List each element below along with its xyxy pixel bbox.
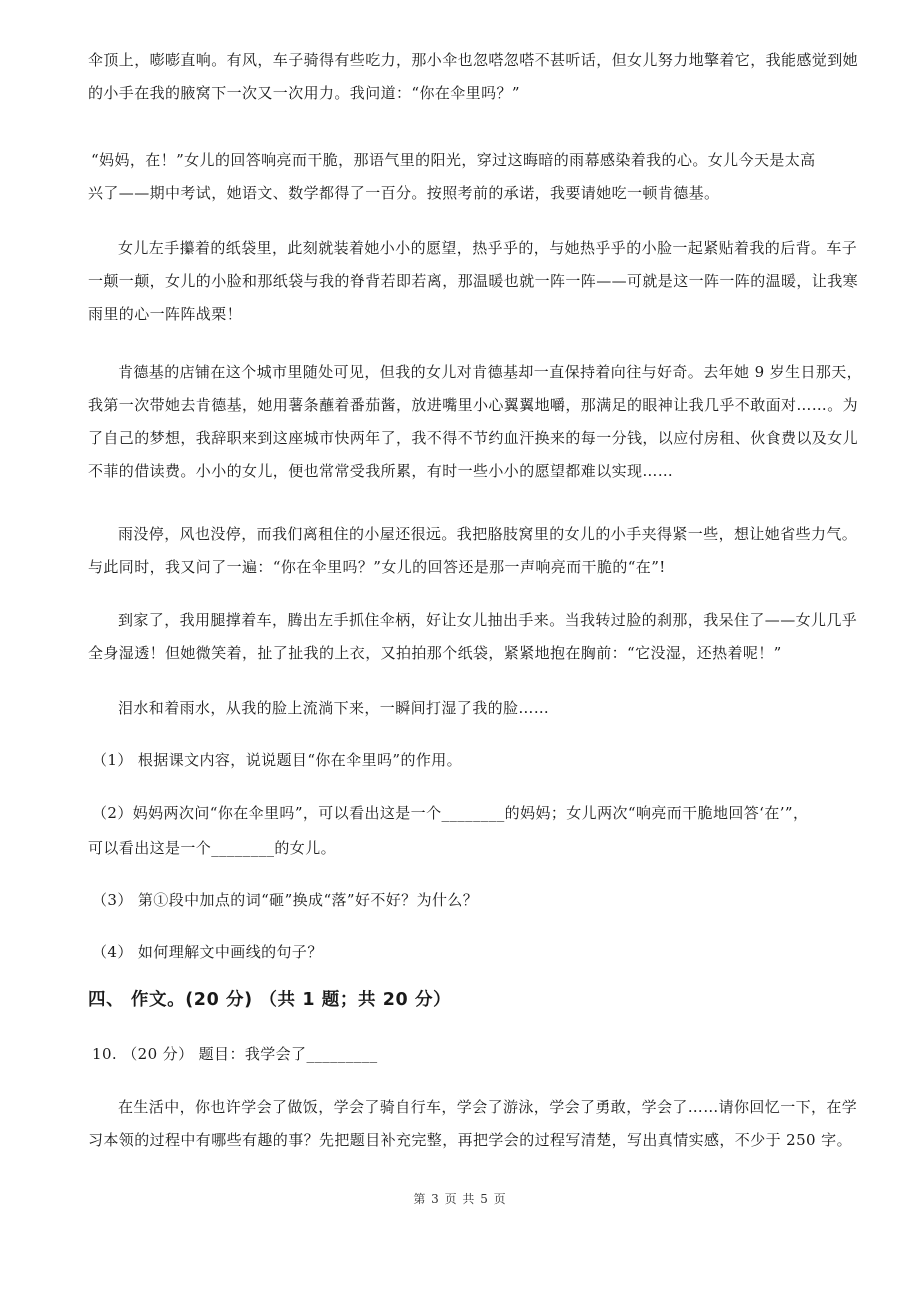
question-1: （1） 根据课文内容，说说题目“你在伞里吗”的作用。 — [92, 751, 463, 769]
text-line: （2）妈妈两次问“你在伞里吗”，可以看出这是一个________的妈妈；女儿两次“响亮而干脆地回答‘在’”， — [92, 804, 809, 822]
text-line: 我第一次带她去肯德基，她用薯条蘸着番茄酱，放进嘴里小心翼翼地嚼，那满足的眼神让我几乎不敢面对……。为 — [88, 396, 859, 414]
passage-paragraph-2 — [88, 144, 876, 210]
text-line: 与此同时，我又问了一遍：“你在伞里吗？”女儿的回答还是那一声响亮而干脆的“在”! — [88, 558, 666, 576]
text-line: 习本领的过程中有哪些有趣的事？先把题目补充完整，再把学会的过程写清楚，写出真情实感，不少于 250 字。 — [88, 1131, 852, 1149]
text-line: 到家了，我用腿撑着车，腾出左手抓住伞柄，好让女儿抽出手来。当我转过脸的刹那，我呆住了——女儿几乎 — [118, 611, 858, 629]
question-2 — [92, 797, 882, 830]
question-2-continued: 可以看出这是一个________的女儿。 — [88, 839, 337, 857]
text-line: 泪水和着雨水，从我的脸上流淌下来，一瞬间打湿了我的脸…… — [118, 699, 550, 717]
text-line: 雨里的心一阵阵战栗！ — [88, 305, 243, 323]
text-line: 在生活中，你也许学会了做饭，学会了骑自行车，学会了游泳，学会了勇敢，学会了……请你回忆一下，在学 — [118, 1098, 858, 1116]
question-3: （3） 第①段中加点的词“砸”换成“落”好不好？为什么？ — [92, 891, 479, 909]
text-line: 肯德基的店铺在这个城市里随处可见，但我的女儿对肯德基却一直保持着向往与好奇。去年她 9 岁生日那天， — [118, 363, 863, 381]
text-line: 一颠一颠，女儿的小脸和那纸袋与我的脊背若即若离，那温暖也就一阵一阵——可就是这一阵一阵的温暖，让我寒 — [88, 272, 859, 290]
passage-paragraph-6 — [88, 604, 876, 670]
passage-paragraph-1 — [88, 44, 876, 110]
page-number: 第 3 页 共 5 页 — [413, 1192, 507, 1206]
essay-prompt: 10. （20 分） 题目：我学会了_________ — [92, 1045, 378, 1063]
essay-description — [88, 1091, 876, 1157]
text-line: 不菲的借读费。小小的女儿，便也常常受我所累，有时一些小小的愿望都难以实现…… — [88, 462, 674, 480]
text-line: “妈妈，在！”女儿的回答响亮而干脆，那语气里的阳光，穿过这晦暗的雨幕感染着我的心。女儿今天是太高 — [91, 151, 816, 169]
passage-paragraph-7 — [88, 692, 876, 725]
passage-paragraph-5 — [88, 518, 876, 584]
text-line: 兴了——期中考试，她语文、数学都得了一百分。按照考前的承诺，我要请她吃一顿肯德基。 — [88, 184, 720, 202]
passage-paragraph-3 — [88, 232, 876, 331]
question-4: （4） 如何理解文中画线的句子？ — [92, 943, 323, 961]
text-line: 了自己的梦想，我辞职来到这座城市快两年了，我不得不节约血汗换来的每一分钱，以应付房租、伙食费以及女儿 — [88, 429, 859, 447]
text-line: 雨没停，风也没停，而我们离租住的小屋还很远。我把胳肢窝里的女儿的小手夹得紧一些，想让她省些力气。 — [118, 525, 858, 543]
section-heading: 四、 作文。(20 分) （共 1 题；共 20 分） — [88, 990, 452, 1010]
text-line: 伞顶上，嘭嘭直响。有风，车子骑得有些吃力，那小伞也忽嗒忽嗒不甚听话，但女儿努力地擎着它，我能感觉到她 — [88, 51, 859, 69]
text-line: 的小手在我的腋窝下一次又一次用力。我问道：“你在伞里吗？” — [88, 84, 520, 102]
passage-paragraph-4 — [88, 356, 876, 488]
text-line: 女儿左手攥着的纸袋里，此刻就装着她小小的愿望，热乎乎的，与她热乎乎的小脸一起紧贴着我的后背。车子 — [118, 239, 858, 257]
text-line: 全身湿透！但她微笑着，扯了扯我的上衣，又拍拍那个纸袋，紧紧地抱在胸前：“它没湿，还热着呢！” — [88, 644, 782, 662]
